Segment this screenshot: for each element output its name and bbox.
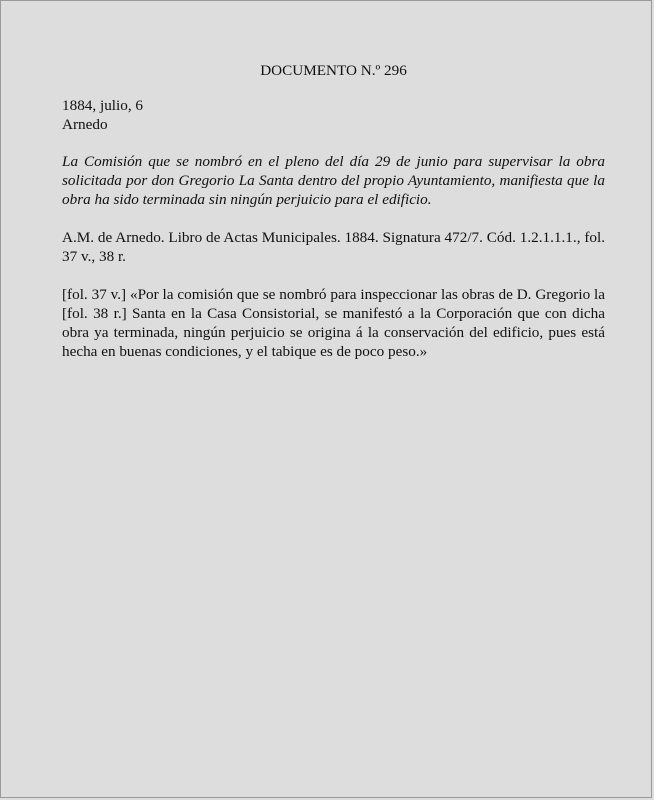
archive-source: A.M. de Arnedo. Libro de Actas Municipales. 1884. Signatura 472/7. Cód. 1.2.1.1.1., fol. 37 v., 38 r. [62,229,605,265]
transcription-text: [fol. 37 v.] «Por la comisión que se nombró para inspeccionar las obras de D. Gregorio la [fol. 38 r.] Santa en la Casa Consistorial, se manifestó a la Corporación que con dicha obra ya terminada, ningún perjuicio se origina á la conservación del edificio, pues está hecha en buenas condiciones, y el tabique es de poco peso.» [62,286,605,360]
document-date: 1884, julio, 6 [62,97,144,114]
document-title: DOCUMENTO N.º 296 [260,62,407,79]
document-content [62,61,605,361]
document-summary: La Comisión que se nombró en el pleno del día 29 de junio para supervisar la obra solicitada por don Gregorio La Santa dentro del propio Ayuntamiento, manifiesta que la obra ha sido terminada sin ningún perjuicio para el edificio. [62,153,605,208]
document-place: Arnedo [62,116,108,133]
